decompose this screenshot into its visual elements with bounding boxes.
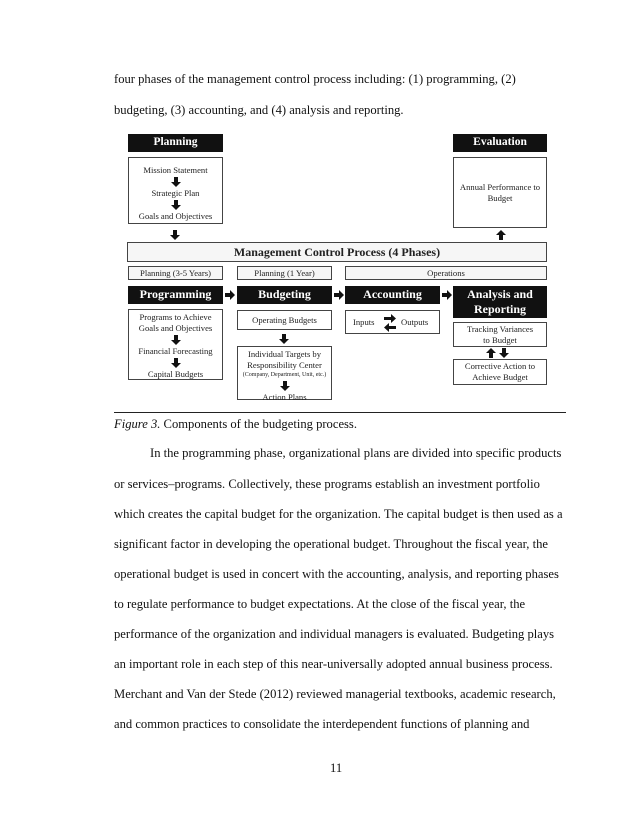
phase-analysis-label: Reporting xyxy=(474,302,526,316)
programming-item: Programs to Achieve xyxy=(139,312,212,322)
horizon-short: Planning (1 Year) xyxy=(237,266,332,280)
programming-box xyxy=(128,309,223,380)
programming-item: Goals and Objectives xyxy=(138,323,213,333)
arrow-down-icon xyxy=(499,348,509,358)
evaluation-text: Budget xyxy=(487,193,513,203)
targets-text: Individual Targets by xyxy=(247,349,322,359)
exchange-arrows-icon xyxy=(384,313,396,333)
action-plans-text: Action Plans xyxy=(262,392,307,402)
arrow-down-icon xyxy=(170,230,180,240)
tracking-text: to Budget xyxy=(483,335,517,345)
corrective-text: Corrective Action to xyxy=(464,361,536,371)
mcp-bar: Management Control Process (4 Phases) xyxy=(127,242,547,262)
figure-caption-text: Components of the budgeting process. xyxy=(160,417,357,431)
evaluation-header: Evaluation xyxy=(453,134,547,152)
phase-analysis-label: Analysis and xyxy=(467,287,533,301)
planning-item: Strategic Plan xyxy=(151,188,200,198)
arrow-down-icon xyxy=(171,335,181,345)
figure-caption-label: Figure 3. xyxy=(114,417,161,431)
intro-line-1: four phases of the management control process including: (1) programming, (2) xyxy=(114,72,516,86)
programming-item: Capital Budgets xyxy=(147,369,204,379)
targets-note: (Company, Department, Unit, etc.) xyxy=(242,372,327,378)
planning-header: Planning xyxy=(128,134,223,152)
targets-text: Responsibility Center xyxy=(247,360,322,370)
operating-budgets-box: Operating Budgets xyxy=(237,310,332,330)
page-number: 11 xyxy=(330,761,343,775)
body-line: which creates the capital budget for the organization. The capital budget is then used as a xyxy=(114,507,563,521)
arrow-down-icon xyxy=(279,334,289,344)
arrow-up-icon xyxy=(496,230,506,240)
corrective-text: Achieve Budget xyxy=(472,372,528,382)
operations-bar: Operations xyxy=(345,266,547,280)
body-line: In the programming phase, organizational plans are divided into specific products xyxy=(150,446,562,460)
evaluation-text: Annual Performance to xyxy=(459,182,541,192)
evaluation-box xyxy=(453,157,547,228)
intro-line-2: budgeting, (3) accounting, and (4) analysis and reporting. xyxy=(114,103,404,117)
body-line: operational budget is used in concert with the accounting, analysis, and reporting phases xyxy=(114,567,559,581)
phase-analysis xyxy=(453,286,547,318)
inputs-label: Inputs xyxy=(353,317,375,327)
accounting-box xyxy=(345,310,440,334)
arrow-right-icon xyxy=(442,290,452,300)
phase-programming: Programming xyxy=(128,286,223,304)
arrow-down-icon xyxy=(280,381,290,391)
body-line: significant factor in developing the operational budget. Throughout the fiscal year, the xyxy=(114,537,548,551)
arrow-down-icon xyxy=(171,200,181,210)
figure-caption xyxy=(114,416,357,432)
arrow-up-icon xyxy=(486,348,496,358)
arrow-right-icon xyxy=(225,290,235,300)
body-line: Merchant and Van der Stede (2012) reviewed managerial textbooks, academic research, xyxy=(114,687,556,701)
outputs-label: Outputs xyxy=(401,317,429,327)
corrective-box xyxy=(453,359,547,385)
body-line: to regulate performance to budget expectations. At the close of the fiscal year, the xyxy=(114,597,526,611)
programming-item: Financial Forecasting xyxy=(138,346,213,356)
body-line: performance of the organization and individual managers is evaluated. Budgeting plays xyxy=(114,627,555,641)
arrow-right-icon xyxy=(334,290,344,300)
phase-budgeting: Budgeting xyxy=(237,286,332,304)
arrow-down-icon xyxy=(171,177,181,187)
targets-box xyxy=(237,346,332,400)
arrow-down-icon xyxy=(171,358,181,368)
phase-accounting: Accounting xyxy=(345,286,440,304)
planning-box xyxy=(128,157,223,224)
body-line: an important role in each step of this near-universally adopted annual business process. xyxy=(114,657,553,671)
figure-rule xyxy=(114,412,566,413)
horizon-long: Planning (3-5 Years) xyxy=(128,266,223,280)
tracking-text: Tracking Variances xyxy=(466,324,534,334)
body-line: or services–programs. Collectively, these programs establish an investment portfolio xyxy=(114,477,540,491)
body-line: and common practices to consolidate the interdependent functions of planning and xyxy=(114,717,530,731)
tracking-box xyxy=(453,322,547,347)
planning-item: Mission Statement xyxy=(143,165,208,175)
planning-item: Goals and Objectives xyxy=(138,211,213,221)
